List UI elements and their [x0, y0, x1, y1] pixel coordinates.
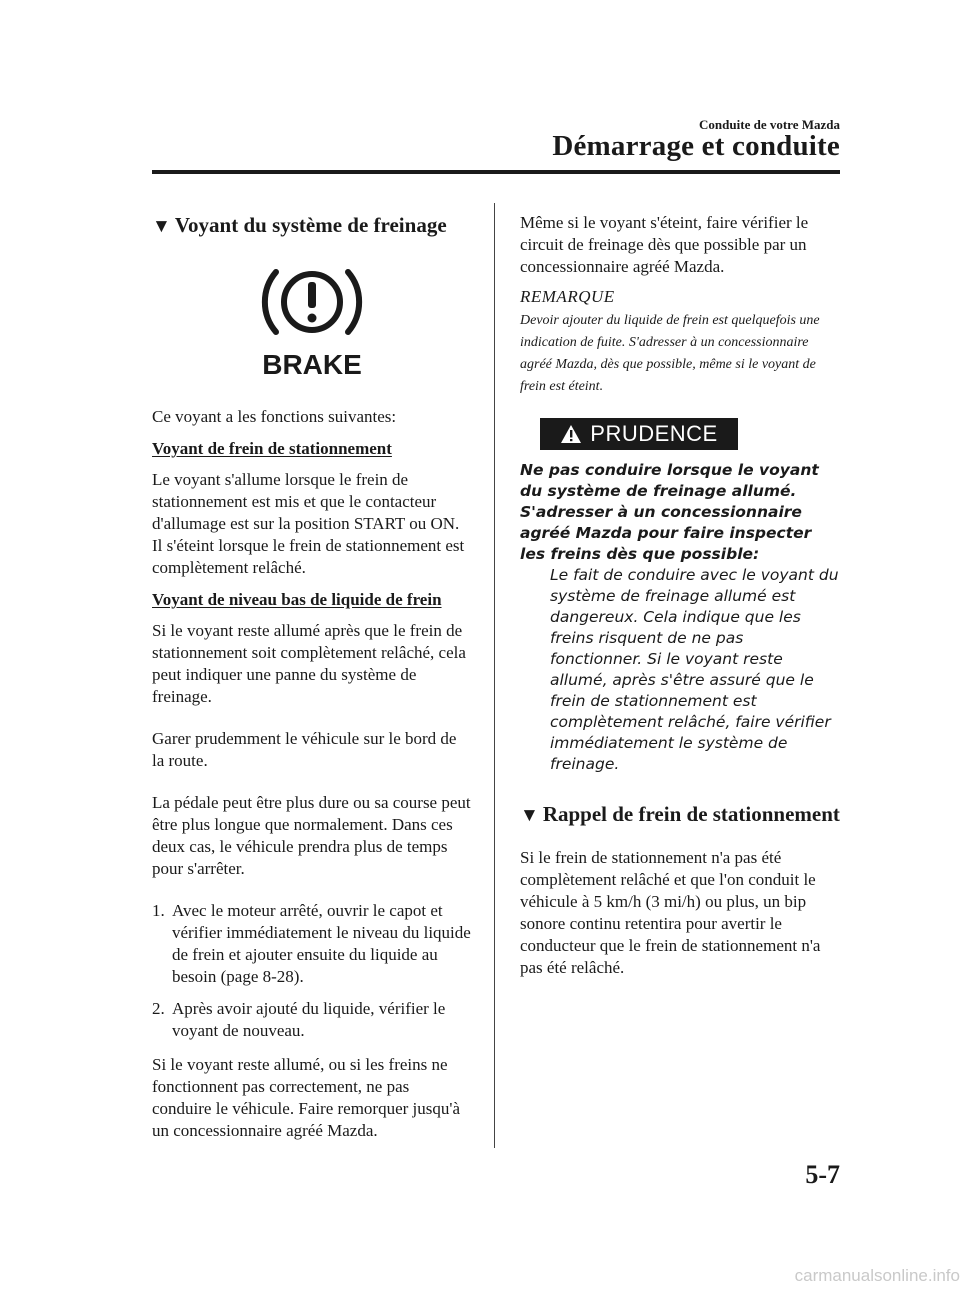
header-rule — [152, 170, 840, 174]
brake-system-heading-text: Voyant du système de freinage — [174, 213, 447, 237]
page-number: 5-7 — [805, 1160, 840, 1189]
warning-triangle-icon — [560, 424, 582, 444]
parking-brake-text: Le voyant s'allume lorsque le frein de stationnement est mis et que le contacteur d'allumage est sur la position START ou ON. Il s'éteint lorsque le frein de stationnement est complètement relâché. — [152, 470, 465, 577]
caution-label: PRUDENCE — [590, 421, 718, 446]
triangle-down-icon: ▼ — [152, 216, 171, 237]
left-column — [152, 212, 472, 1152]
reminder-heading — [520, 801, 840, 829]
right-column — [520, 212, 840, 989]
continuation-paragraph: Même si le voyant s'éteint, faire vérifier le circuit de freinage dès que possible par un concessionnaire agréé Mazda. — [520, 213, 809, 276]
low-fluid-subheading: Voyant de niveau bas de liquide de frein — [152, 590, 442, 609]
step-number: 2. — [152, 999, 165, 1018]
triangle-down-icon: ▼ — [520, 805, 539, 826]
parking-brake-subheading: Voyant de frein de stationnement — [152, 439, 392, 458]
final-paragraph: Si le voyant reste allumé, ou si les freins ne fonctionnent pas correctement, ne pas conduire le véhicule. Faire remorquer jusqu'à un concessionnaire agréé Mazda. — [152, 1055, 461, 1140]
column-divider — [494, 203, 495, 1148]
brake-system-heading — [152, 212, 472, 240]
step-text: Après avoir ajouté du liquide, vérifier le voyant de nouveau. — [172, 999, 446, 1040]
watermark: carmanualsonline.info — [794, 1266, 960, 1285]
step-text: Avec le moteur arrêté, ouvrir le capot et vérifier immédiatement le niveau du liquide de frein et ajouter ensuite du liquide au besoin (page 8-28). — [172, 901, 471, 986]
pedal-paragraph: La pédale peut être plus dure ou sa course peut être plus longue que normalement. Dans ces deux cas, le véhicule prendra plus de temps pour s'arrêter. — [152, 793, 471, 878]
remark-label: REMARQUE — [520, 287, 615, 306]
reminder-text: Si le frein de stationnement n'a pas été complètement relâché et que l'on conduit le véhicule à 5 km/h (3 mi/h) ou plus, un bip sonore continu retentira pour avertir le conducteur que le frein de stationnement n'a pas été relâché. — [520, 848, 821, 977]
caution-detail-text: Le fait de conduire avec le voyant du système de freinage allumé est dangereux. Cela indique que les freins risquent de ne pas fonctionner. Si le voyant reste allumé, après s'être assuré que le frein de stationnement est complètement relâché, faire vérifier immédiatement le système de freinage. — [550, 566, 839, 773]
reminder-heading-text: Rappel de frein de stationnement — [542, 802, 840, 826]
brake-warning-icon — [152, 262, 472, 382]
low-fluid-paragraph: Si le voyant reste allumé après que le frein de stationnement soit complètement relâché, cela peut indiquer une panne du système de freinage. — [152, 621, 466, 706]
steps-list — [152, 900, 472, 1042]
list-item — [152, 998, 472, 1042]
intro-text: Ce voyant a les fonctions suivantes: — [152, 407, 397, 426]
list-item — [152, 900, 472, 988]
caution-badge — [540, 418, 738, 450]
step-number: 1. — [152, 901, 165, 920]
brake-icon-label: BRAKE — [262, 349, 362, 380]
chapter-title: Démarrage et conduite — [552, 130, 840, 162]
remark-text: Devoir ajouter du liquide de frein est quelquefois une indication de fuite. S'adresser à un concessionnaire agréé Mazda, dès que possible, même si le voyant de frein est éteint. — [520, 313, 820, 394]
park-safely-paragraph: Garer prudemment le véhicule sur le bord de la route. — [152, 729, 457, 770]
section-label: Conduite de votre Mazda — [699, 117, 840, 132]
caution-main-text: Ne pas conduire lorsque le voyant du système de freinage allumé. S'adresser à un concessionnaire agréé Mazda pour faire inspecter les freins dès que possible: — [520, 461, 819, 563]
